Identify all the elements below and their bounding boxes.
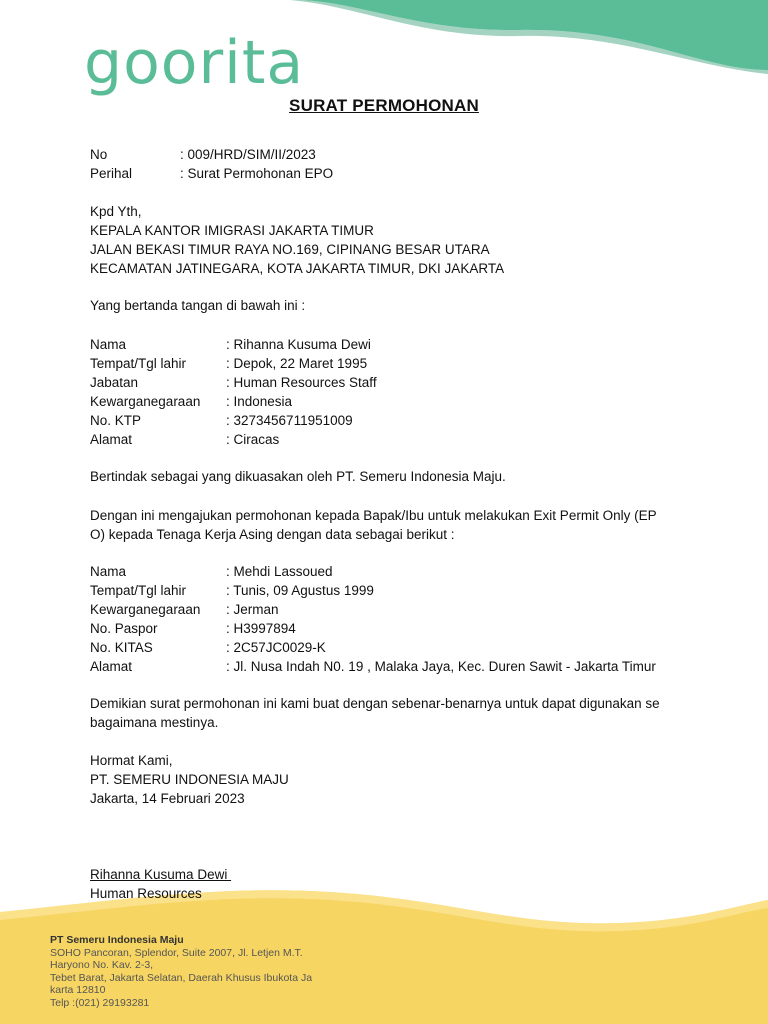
regards-place-date: Jakarta, 14 Februari 2023	[90, 791, 245, 806]
field-value: : H3997894	[226, 621, 296, 636]
closing-line: Demikian surat permohonan ini kami buat dengan sebenar-benarnya untuk dapat digunakan se	[90, 696, 660, 711]
intro-text: Yang bertanda tangan di bawah ini :	[90, 298, 306, 313]
field-value: : Mehdi Lassoued	[226, 564, 333, 579]
recipient-block	[90, 202, 690, 278]
field-label: Tempat/Tgl lahir	[90, 356, 187, 371]
field-label: Nama	[90, 564, 127, 579]
closing-line: bagaimana mestinya.	[90, 715, 219, 730]
signatory-position: Human Resources	[90, 886, 202, 901]
field-label: No. KTP	[90, 413, 142, 428]
ref-subject-label: Perihal	[90, 166, 133, 181]
field-value: : Human Resources Staff	[226, 375, 377, 390]
footer-address-line: karta 12810	[50, 984, 106, 996]
regards-salutation: Hormat Kami,	[90, 753, 173, 768]
recipient-line: JALAN BEKASI TIMUR RAYA NO.169, CIPINANG BESAR UTARA	[90, 242, 490, 257]
field-label: Kewarganegaraan	[90, 394, 201, 409]
field-value: : Rihanna Kusuma Dewi	[226, 337, 371, 352]
regards-company: PT. SEMERU INDONESIA MAJU	[90, 772, 289, 787]
footer-company: PT Semeru Indonesia Maju	[50, 934, 184, 946]
closing-paragraph	[90, 694, 690, 732]
field-value: : Jl. Nusa Indah N0. 19 , Malaka Jaya, Kec. Duren Sawit - Jakarta Timur	[226, 659, 656, 674]
ref-number-label: No	[90, 147, 108, 162]
field-value: : Indonesia	[226, 394, 293, 409]
request-paragraph	[90, 506, 690, 544]
request-line: Dengan ini mengajukan permohonan kepada Bapak/Ibu untuk melakukan Exit Permit Only (EP	[90, 508, 657, 523]
field-label: Tempat/Tgl lahir	[90, 583, 187, 598]
field-label: Jabatan	[90, 375, 139, 390]
ref-subject-value: : Surat Permohonan EPO	[180, 166, 334, 181]
field-value: : Ciracas	[226, 432, 280, 447]
field-value: : 3273456711951009	[226, 413, 353, 428]
footer-address-line: SOHO Pancoran, Splendor, Suite 2007, Jl. Letjen M.T.	[50, 946, 303, 959]
footer-address	[50, 934, 312, 1009]
company-logo: goorita	[84, 28, 305, 98]
field-value: : Tunis, 09 Agustus 1999	[226, 583, 374, 598]
request-line: O) kepada Tenaga Kerja Asing dengan data sebagai berikut :	[90, 527, 455, 542]
ref-number-value: : 009/HRD/SIM/II/2023	[180, 147, 316, 162]
field-label: No. KITAS	[90, 640, 153, 655]
recipient-line: KEPALA KANTOR IMIGRASI JAKARTA TIMUR	[90, 223, 374, 238]
letter-title: SURAT PERMOHONAN	[289, 96, 479, 115]
field-label: No. Paspor	[90, 621, 158, 636]
field-label: Kewarganegaraan	[90, 602, 201, 617]
regards-block	[90, 751, 690, 808]
footer-address-line: Haryono No. Kav. 2-3,	[50, 959, 154, 971]
acting-text: Bertindak sebagai yang dikuasakan oleh PT. Semeru Indonesia Maju.	[90, 469, 506, 484]
footer-phone: Telp :(021) 29193281	[50, 996, 150, 1009]
field-label: Alamat	[90, 432, 133, 447]
field-value: : 2C57JC0029-K	[226, 640, 326, 655]
signatory-name: Rihanna Kusuma Dewi	[90, 867, 232, 882]
field-label: Nama	[90, 337, 127, 352]
field-label: Alamat	[90, 659, 133, 674]
field-value: : Depok, 22 Maret 1995	[226, 356, 368, 371]
recipient-line: KECAMATAN JATINEGARA, KOTA JAKARTA TIMUR, DKI JAKARTA	[90, 261, 505, 276]
signature-block	[90, 865, 690, 903]
recipient-greeting: Kpd Yth,	[90, 204, 142, 219]
field-value: : Jerman	[226, 602, 279, 617]
footer-address-line: Tebet Barat, Jakarta Selatan, Daerah Khusus Ibukota Ja	[50, 971, 313, 984]
